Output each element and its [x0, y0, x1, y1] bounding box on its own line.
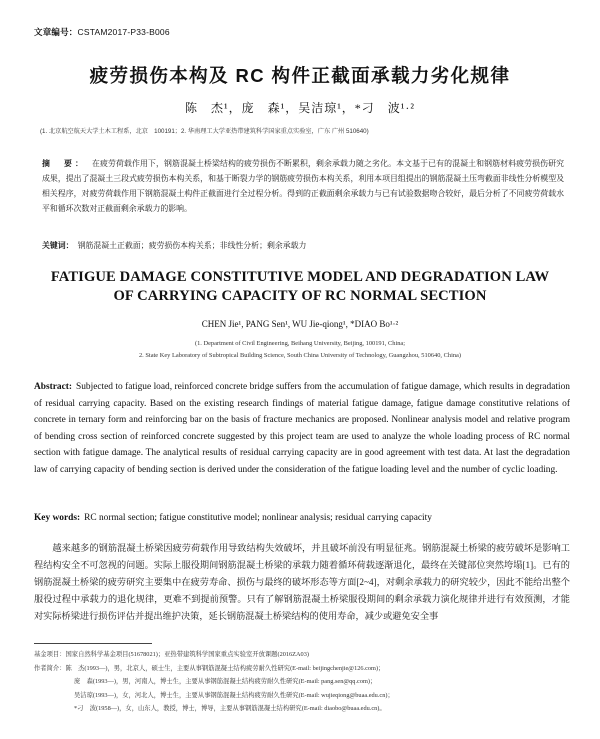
- chinese-abstract-text: 在疲劳荷载作用下，钢筋混凝土桥梁结构的疲劳损伤不断累积，剩余承载力随之劣化。本文基于已有的混凝土和钢筋材料疲劳损伤研究成果，提出了混凝土三段式疲劳损伤本构关系，和基于断裂力学的钢筋疲劳损伤本构关系，利用本项目组提出的钢筋混凝土压弯截面非线性分析模型及相关程序，对疲劳荷载作用下钢筋混凝土构件正截面进行全过程分析。得到的正截面剩余承载力与已有试验数据吻合较好，最后分析了不同疲劳荷载水平和循环次数对正截面剩余承载力的影响。: [42, 159, 564, 213]
- footnote-author-2: 庞 森(1993—)，男，河南人，博士生，主要从事钢筋混凝土结构疲劳耐久性研究(E-mail: pang.sen@qq.com)；: [74, 678, 377, 685]
- footnote-author-4: *刁 波(1958—)，女，山东人，教授，博士，博导，主要从事钢筋混凝土结构研究(E-mail: diaobo@buaa.edu.cn)。: [74, 705, 386, 712]
- english-affiliation-2: 2. State Key Laboratory of Subtropical Building Science, South China University of Technology, Guangzhou, 510640, China): [138, 352, 462, 359]
- footnote-divider: [34, 643, 152, 644]
- chinese-keywords-label: 关键词：: [42, 241, 74, 250]
- chinese-abstract: [42, 156, 564, 216]
- english-title-line1: FATIGUE DAMAGE CONSTITUTIVE MODEL AND DEGRADATION LAW: [50, 269, 550, 285]
- footnote-author-1: 作者简介：陈 杰(1993—)，男，北京人，硕士生，主要从事钢筋混凝土结构疲劳耐久性研究(E-mail: beijingchenjie@126.com)；: [34, 664, 385, 672]
- article-number-label: 文章编号：: [34, 27, 78, 37]
- english-abstract-label: Abstract:: [34, 382, 73, 392]
- english-keywords-label: Key words:: [34, 513, 81, 523]
- footnote-author-3: 吴洁琼(1993—)，女，河北人，博士生，主要从事钢筋混凝土结构疲劳耐久性研究(E-mail: wujieqiong@buaa.edu.cn)；: [74, 691, 394, 699]
- chinese-keywords: [42, 240, 564, 251]
- chinese-keywords-text: 钢筋混凝土正截面；疲劳损伤本构关系；非线性分析；剩余承载力: [77, 241, 307, 250]
- article-number-value: CSTAM2017-P33-B006: [77, 27, 170, 37]
- chinese-authors: 陈 杰¹，庞 森¹，吴洁琼¹，*刁 波¹·²: [185, 101, 415, 115]
- english-abstract-text: Subjected to fatigue load, reinforced concrete bridge suffers from the accumulation of fatigue damage, which results in degradation of residual carrying capacity. Based on the existing research findings of material fatigue damage, fatigue damage constitutive relations of concrete in ternary form and reinforcing bar on the basis of fracture mechanics are proposed. Nonlinear analysis model and relative program of bending cross section of reinforced concrete suggested by this project team are used to analyze the whole loading process of RC normal section with fatigue damage. The analytical results of residual carrying capacity are in good agreement with test data. At last the degradation law of carrying capacity of bending section is derived under the consideration of the fatigue loading level and the number of cyclic loading.: [34, 382, 570, 475]
- english-title: [0, 268, 600, 306]
- introduction-paragraph: 越来越多的钢筋混凝土桥梁因疲劳荷载作用导致结构失效破坏，并且破坏前没有明显征兆。钢筋混凝土桥梁的疲劳破坏是影响工程结构安全不可忽视的问题。实际上服役期间钢筋混凝土桥梁的承载力随着循环荷载逐渐退化，最终在关键部位突然垮塌[1]。已有的钢筋混凝土桥梁的疲劳研究主要集中在疲劳寿命、损伤与最终的破坏形态等方面[2~4]，对剩余承载力的研究较少，因此不能给出整个服役过程中承载力的退化规律，更难不到提前预警。只有了解钢筋混凝土桥梁服役期间的剩余承载力演化规律并进行有效预测，才能对实际桥梁进行损伤评估并提出维护决策，延长钢筋混凝土桥梁结构的使用寿命，减少或避免安全事: [34, 543, 570, 621]
- chinese-title: 疲劳损伤本构及 RC 构件正截面承载力劣化规律: [89, 65, 511, 86]
- footnote-funding: 基金项目：国家自然科学基金项目(51678021)；亚热带建筑科学国家重点实验室开放课题(2016ZA03): [34, 651, 309, 658]
- english-keywords-text: RC normal section; fatigue constitutive model; nonlinear analysis; residual carrying capacity: [84, 513, 432, 523]
- english-keywords: [34, 513, 570, 523]
- english-title-line2: OF CARRYING CAPACITY OF RC NORMAL SECTION: [113, 288, 487, 304]
- chinese-abstract-label: 摘 要：: [42, 159, 87, 168]
- english-authors: CHEN Jie¹, PANG Sen¹, WU Jie-qiong¹, *DIAO Bo¹·²: [201, 319, 399, 329]
- english-abstract: [34, 379, 570, 479]
- footnotes: [34, 648, 570, 716]
- article-number: [34, 26, 170, 38]
- chinese-affiliation: (1. 北京航空航天大学土木工程系，北京 100191；2. 华南理工大学亚热带建筑科学国家重点实验室，广东 广州 510640): [40, 128, 369, 135]
- english-affiliation-1: (1. Department of Civil Engineering, Beihang University, Beijing, 100191, China;: [194, 340, 406, 347]
